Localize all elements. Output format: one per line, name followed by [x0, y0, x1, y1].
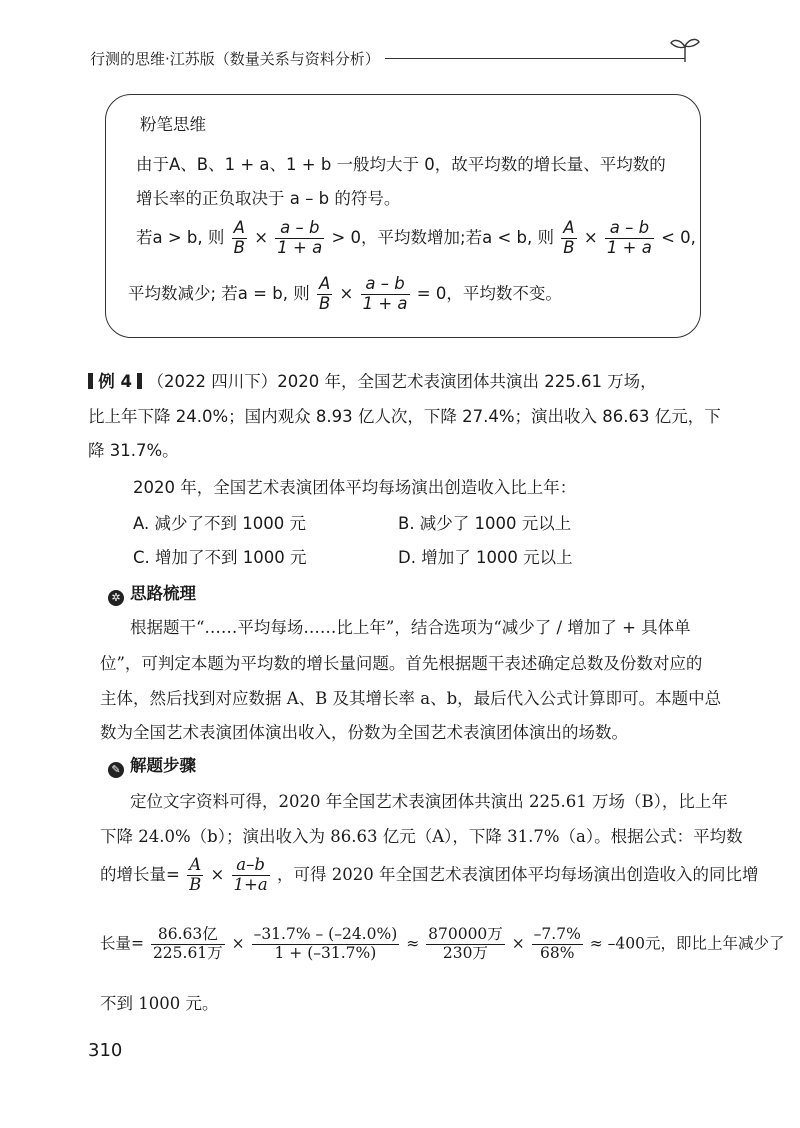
fraction-rate-diff: $\frac{-31.7\% - (-24.0\%)}{1 + (-31.7\%)}$ — [253, 925, 398, 962]
solution-line-4 — [100, 926, 785, 963]
insight-line-1: 由于A、B、1 + a、1 + b 一般均大于 0，故平均数的增长量、平均数的 — [136, 155, 666, 174]
insight-text: = 0，平均数不变。 — [416, 283, 562, 303]
example-label: 例 4 — [98, 372, 132, 391]
example-bar-left — [88, 373, 93, 389]
example-question: 2020 年，全国艺术表演团体平均每场演出创造收入比上年： — [133, 478, 577, 497]
fraction-growth: $\frac{a - b}{1 + a}$ — [606, 218, 652, 257]
option-d: D. 增加了 1000 元以上 — [398, 548, 573, 567]
insight-text: 若a > b, 则 — [136, 227, 225, 247]
example-line-3: 降 31.7%。 — [88, 441, 179, 460]
insight-line-2: 增长率的正负取决于 a – b 的符号。 — [136, 189, 401, 208]
fraction-revenue-over-shows: $\frac{\text{86.63亿}}{\text{225.61万}}$ — [152, 925, 223, 962]
gear-icon: ✲ — [108, 590, 124, 606]
fraction-approx-rate: $\frac{-7.7\%}{68\%}$ — [533, 925, 581, 962]
solution-text: 长量= — [100, 934, 144, 953]
fraction-growth: $\frac{a - b}{1 + a}$ — [362, 274, 408, 313]
fraction-a-over-b: $\frac{A}{B}$ — [233, 218, 245, 257]
times-sign: × — [583, 227, 598, 247]
solution-line-5: 不到 1000 元。 — [100, 994, 219, 1013]
example-text: （2022 四川下）2020 年，全国艺术表演团体共演出 225.61 万场， — [147, 372, 657, 391]
fraction-growth: $\frac{a-b}{1+a}$ — [233, 855, 268, 894]
solution-line-1: 定位文字资料可得，2020 年全国艺术表演团体共演出 225.61 万场（B），比上年 — [130, 792, 728, 811]
approx-sign: ≈ — [406, 934, 420, 953]
solution-text: 的增长量= — [100, 864, 180, 884]
times-sign: × — [231, 934, 245, 953]
approach-line: 根据题干“……平均每场……比上年”，结合选项为“减少了 / 增加了 + 具体单 — [130, 618, 691, 637]
solution-text: ≈ –400元，即比上年减少了 — [589, 934, 785, 953]
times-sign: × — [339, 283, 354, 303]
pencil-icon: ✎ — [108, 762, 124, 778]
fraction-approx-ratio: $\frac{\text{870000万}}{\text{230万}}$ — [428, 925, 503, 962]
approach-title: 思路梳理 — [130, 584, 196, 603]
fraction-a-over-b: $\frac{A}{B}$ — [563, 218, 575, 257]
fraction-a-over-b: $\frac{A}{B}$ — [189, 855, 202, 894]
insight-text: 平均数减少; 若a = b, 则 — [128, 283, 310, 303]
example-line-1 — [88, 368, 657, 392]
running-header-title: 行测的思维·江苏版（数量关系与资料分析） — [90, 50, 380, 68]
approach-line: 位”，可判定本题为平均数的增长量问题。首先根据题干表述确定总数及份数对应的 — [100, 654, 703, 673]
option-b: B. 减少了 1000 元以上 — [398, 514, 572, 533]
insight-line-4 — [128, 275, 562, 314]
example-bar-right — [137, 373, 142, 389]
solution-line-2: 下降 24.0%（b）；演出收入为 86.63 亿元（A），下降 31.7%（a）。根据公式：平均数 — [100, 827, 743, 846]
solution-heading — [108, 752, 196, 778]
fraction-growth: $\frac{a - b}{1 + a}$ — [277, 218, 323, 257]
header-rule — [385, 58, 685, 59]
solution-line-3 — [100, 856, 758, 895]
insight-line-3 — [136, 219, 696, 258]
option-a: A. 减少了不到 1000 元 — [133, 514, 306, 533]
option-c: C. 增加了不到 1000 元 — [133, 548, 307, 567]
sprout-icon — [668, 34, 702, 64]
insight-box — [105, 94, 701, 338]
times-sign: × — [254, 227, 269, 247]
times-sign: × — [210, 864, 225, 884]
approach-heading — [108, 580, 196, 606]
times-sign: × — [511, 934, 525, 953]
fraction-a-over-b: $\frac{A}{B}$ — [318, 274, 331, 313]
insight-box-heading: 粉笔思维 — [140, 115, 206, 134]
insight-text: < 0, — [661, 227, 696, 247]
page-number: 310 — [88, 1040, 123, 1061]
insight-text: > 0，平均数增加;若a < b, 则 — [331, 227, 555, 247]
solution-text: ，可得 2020 年全国艺术表演团体平均每场演出创造收入的同比增 — [276, 864, 759, 884]
approach-line: 主体，然后找到对应数据 A、B 及其增长率 a、b，最后代入公式计算即可。本题中总 — [100, 689, 722, 708]
solution-title: 解题步骤 — [130, 756, 196, 775]
approach-line: 数为全国艺术表演团体演出收入，份数为全国艺术表演团体演出的场数。 — [100, 723, 628, 742]
example-line-2: 比上年下降 24.0%；国内观众 8.93 亿人次，下降 27.4%；演出收入 86.63 亿元，下 — [88, 407, 721, 426]
